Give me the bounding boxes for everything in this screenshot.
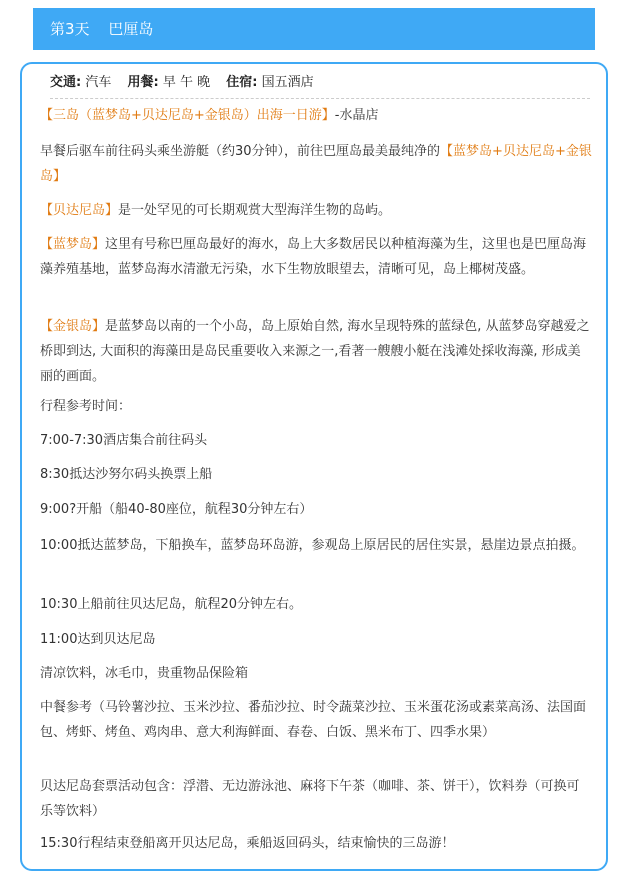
tour-title <box>40 103 592 128</box>
bedani-text: 是一处罕见的可长期观赏大型海洋生物的岛屿。 <box>118 203 392 218</box>
schedule-item: 中餐参考（马铃薯沙拉、玉米沙拉、番茄沙拉、时令蔬菜沙拉、玉米蛋花汤或素菜高汤、法国面包、烤虾、烤鱼、鸡肉串、意大利海鲜面、春卷、白饭、黑米布丁、四季水果） <box>40 700 587 740</box>
jinyin-highlight: 【金银岛】 <box>40 319 106 334</box>
lanmeng-text: 这里有号称巴厘岛最好的海水，岛上大多数居民以种植海藻为生，这里也是巴厘岛海藻养殖基地，蓝梦岛海水清澈无污染，水下生物放眼望去，清晰可见，岛上椰树茂盛。 <box>40 237 587 277</box>
transport-label: 交通: <box>50 75 82 90</box>
day-place: 巴厘岛 <box>108 20 154 38</box>
tour-title-suffix: -水晶店 <box>334 108 379 123</box>
day-number: 第3天 <box>50 20 90 38</box>
intro-paragraph <box>40 139 592 189</box>
lanmeng-highlight: 【蓝梦岛】 <box>40 237 106 252</box>
intro-text: 早餐后驱车前往码头乘坐游艇（约30分钟），前往巴厘岛最美最纯净的 <box>40 144 441 159</box>
transport-value: 汽车 <box>85 75 112 90</box>
day-header <box>33 8 595 50</box>
jinyin-text: 是蓝梦岛以南的一个小岛，岛上原始自然, 海水呈现特殊的蓝绿色, 从蓝梦岛穿越爱之桥即到达, 大面积的海藻田是岛民重要收入来源之一,看著一艘艘小艇在浅滩处採收海藻, 形成美丽的画面。 <box>40 319 590 384</box>
hotel-value: 国五酒店 <box>261 75 314 90</box>
schedule-item: 8:30抵达沙努尔码头换票上船 <box>40 467 213 482</box>
bedani-highlight: 【贝达尼岛】 <box>40 203 119 218</box>
schedule-item: 10:00抵达蓝梦岛，下船换车，蓝梦岛环岛游，参观岛上原居民的居住实景，悬崖边景点拍摄。 <box>40 538 585 553</box>
schedule-item: 9:00?开船（船40-80座位，航程30分钟左右） <box>40 502 313 517</box>
jinyin-paragraph <box>40 314 592 389</box>
schedule-item: 贝达尼岛套票活动包含：浮潜、无边游泳池、麻将下午茶（咖啡、茶、饼干），饮料券（可换可乐等饮料） <box>40 779 580 819</box>
hotel-label: 住宿: <box>226 75 258 90</box>
schedule-item: 清凉饮料，冰毛巾，贵重物品保险箱 <box>40 666 249 681</box>
itinerary-card <box>20 62 608 871</box>
schedule-item: 7:00-7:30酒店集合前往码头 <box>40 433 208 448</box>
meals-value: 早 午 晚 <box>162 75 211 90</box>
lanmeng-paragraph <box>40 232 592 282</box>
schedule-item: 15:30行程结束登船离开贝达尼岛，乘船返回码头，结束愉快的三岛游！ <box>40 836 455 851</box>
schedule-item: 10:30上船前往贝达尼岛，航程20分钟左右。 <box>40 597 303 612</box>
schedule-title: 行程参考时间： <box>40 399 132 414</box>
bedani-paragraph <box>40 198 592 223</box>
meals-label: 用餐: <box>127 75 159 90</box>
schedule-item: 11:00达到贝达尼岛 <box>40 632 156 647</box>
trip-meta <box>50 74 590 99</box>
intro-highlight: 【蓝梦岛+贝达尼岛+金银岛】 <box>40 144 592 184</box>
tour-title-highlight: 【三岛（蓝梦岛+贝达尼岛+金银岛）出海一日游】 <box>40 108 335 123</box>
